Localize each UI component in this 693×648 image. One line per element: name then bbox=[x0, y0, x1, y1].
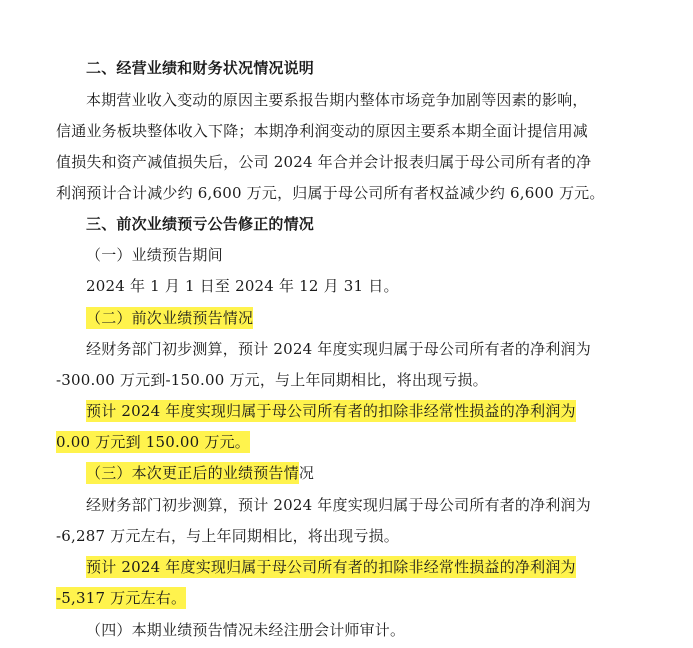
paragraph-line: -300.00 万元到-150.00 万元，与上年同期相比，将出现亏损。 bbox=[56, 371, 488, 389]
highlighted-line bbox=[86, 556, 576, 578]
highlighted-text: 0.00 万元到 150.00 万元。 bbox=[56, 433, 250, 451]
section-heading-3: 三、前次业绩预亏公告修正的情况 bbox=[86, 215, 315, 233]
paragraph-line: 经财务部门初步测算，预计 2024 年度实现归属于母公司所有者的净利润为 bbox=[86, 496, 591, 514]
highlighted-line bbox=[86, 400, 576, 422]
subsection-title-2 bbox=[86, 307, 253, 329]
highlighted-line bbox=[56, 587, 186, 609]
highlighted-text: 预计 2024 年度实现归属于母公司所有者的扣除非经常性损益的净利润为 bbox=[86, 558, 576, 576]
paragraph-line: -6,287 万元左右，与上年同期相比，将出现亏损。 bbox=[56, 527, 399, 545]
title-rest: 况 bbox=[298, 464, 315, 482]
highlighted-text: 预计 2024 年度实现归属于母公司所有者的扣除非经常性损益的净利润为 bbox=[86, 402, 576, 420]
forecast-period-text: 2024 年 1 月 1 日至 2024 年 12 月 31 日。 bbox=[86, 277, 399, 295]
paragraph-line: 本期营业收入变动的原因主要系报告期内整体市场竞争加剧等因素的影响， bbox=[86, 91, 588, 109]
highlighted-text: -5,317 万元左右。 bbox=[56, 589, 187, 607]
paragraph-line: 利润预计合计减少约 6,600 万元，归属于母公司所有者权益减少约 6,600 万元。 bbox=[56, 184, 605, 202]
subsection-title-1: （一）业绩预告期间 bbox=[86, 246, 223, 264]
paragraph-line: 经财务部门初步测算，预计 2024 年度实现归属于母公司所有者的净利润为 bbox=[86, 340, 591, 358]
highlighted-title: （三）本次更正后的业绩预告情 bbox=[86, 464, 299, 482]
highlighted-line bbox=[56, 431, 250, 453]
subsection-title-4: （四）本期业绩预告情况未经注册会计师审计。 bbox=[86, 621, 406, 639]
section-heading-2: 二、经营业绩和财务状况情况说明 bbox=[86, 59, 315, 77]
highlighted-title: （二）前次业绩预告情况 bbox=[86, 309, 254, 327]
subsection-title-3 bbox=[86, 462, 314, 484]
paragraph-line: 值损失和资产减值损失后，公司 2024 年合并会计报表归属于母公司所有者的净 bbox=[56, 153, 592, 171]
paragraph-line: 信通业务板块整体收入下降；本期净利润变动的原因主要系本期全面计提信用减 bbox=[56, 122, 589, 140]
